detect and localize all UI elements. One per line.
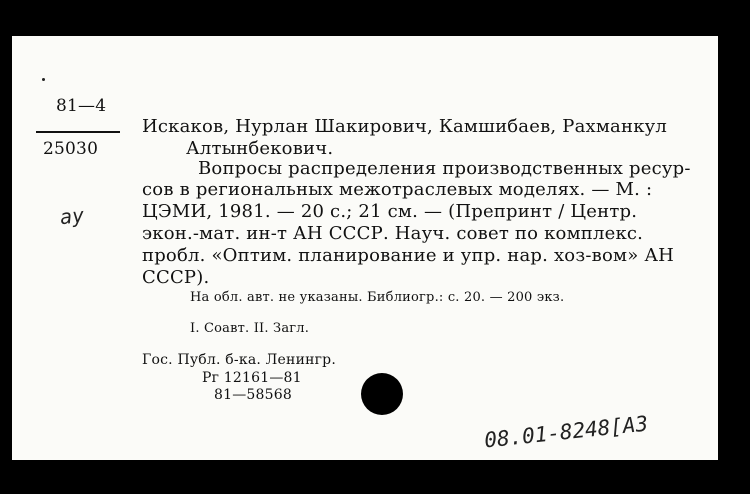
speck <box>42 78 45 81</box>
body-line: СССР). <box>142 267 210 288</box>
author-heading-cont: Алтынбекович. <box>186 138 334 159</box>
library-line-2: Рг 12161—81 <box>202 370 302 386</box>
handwritten-number: 08.01-8248[A3 <box>483 411 650 453</box>
call-number-top: 81—4 <box>56 96 107 116</box>
tracings: I. Соавт. II. Загл. <box>190 321 310 336</box>
library-line-1: Гос. Публ. б-ка. Ленингр. <box>142 352 336 368</box>
body-line: ЦЭМИ, 1981. — 20 с.; 21 см. — (Препринт / Центр. <box>142 201 638 222</box>
body-line: пробл. «Оптим. планирование и упр. нар. хоз-вом» АН <box>142 245 675 266</box>
library-line-3: 81—58568 <box>214 387 292 403</box>
author-heading: Искаков, Нурлан Шакирович, Камшибаев, Рахманкул <box>142 116 668 137</box>
body-line: экон.-мат. ин-т АН СССР. Науч. совет по комплекс. <box>142 223 644 244</box>
note-line: На обл. авт. не указаны. Библиогр.: с. 20. — 200 экз. <box>190 290 565 305</box>
punch-hole <box>361 373 403 415</box>
body-line: сов в региональных межотраслевых моделях. — М. : <box>142 179 653 200</box>
body-line: Вопросы распределения производственных ресур- <box>198 158 691 179</box>
call-number-bottom: 25030 <box>43 139 99 159</box>
call-number-rule <box>36 131 120 133</box>
catalog-card <box>12 36 718 460</box>
margin-handwriting: ay <box>58 202 86 230</box>
